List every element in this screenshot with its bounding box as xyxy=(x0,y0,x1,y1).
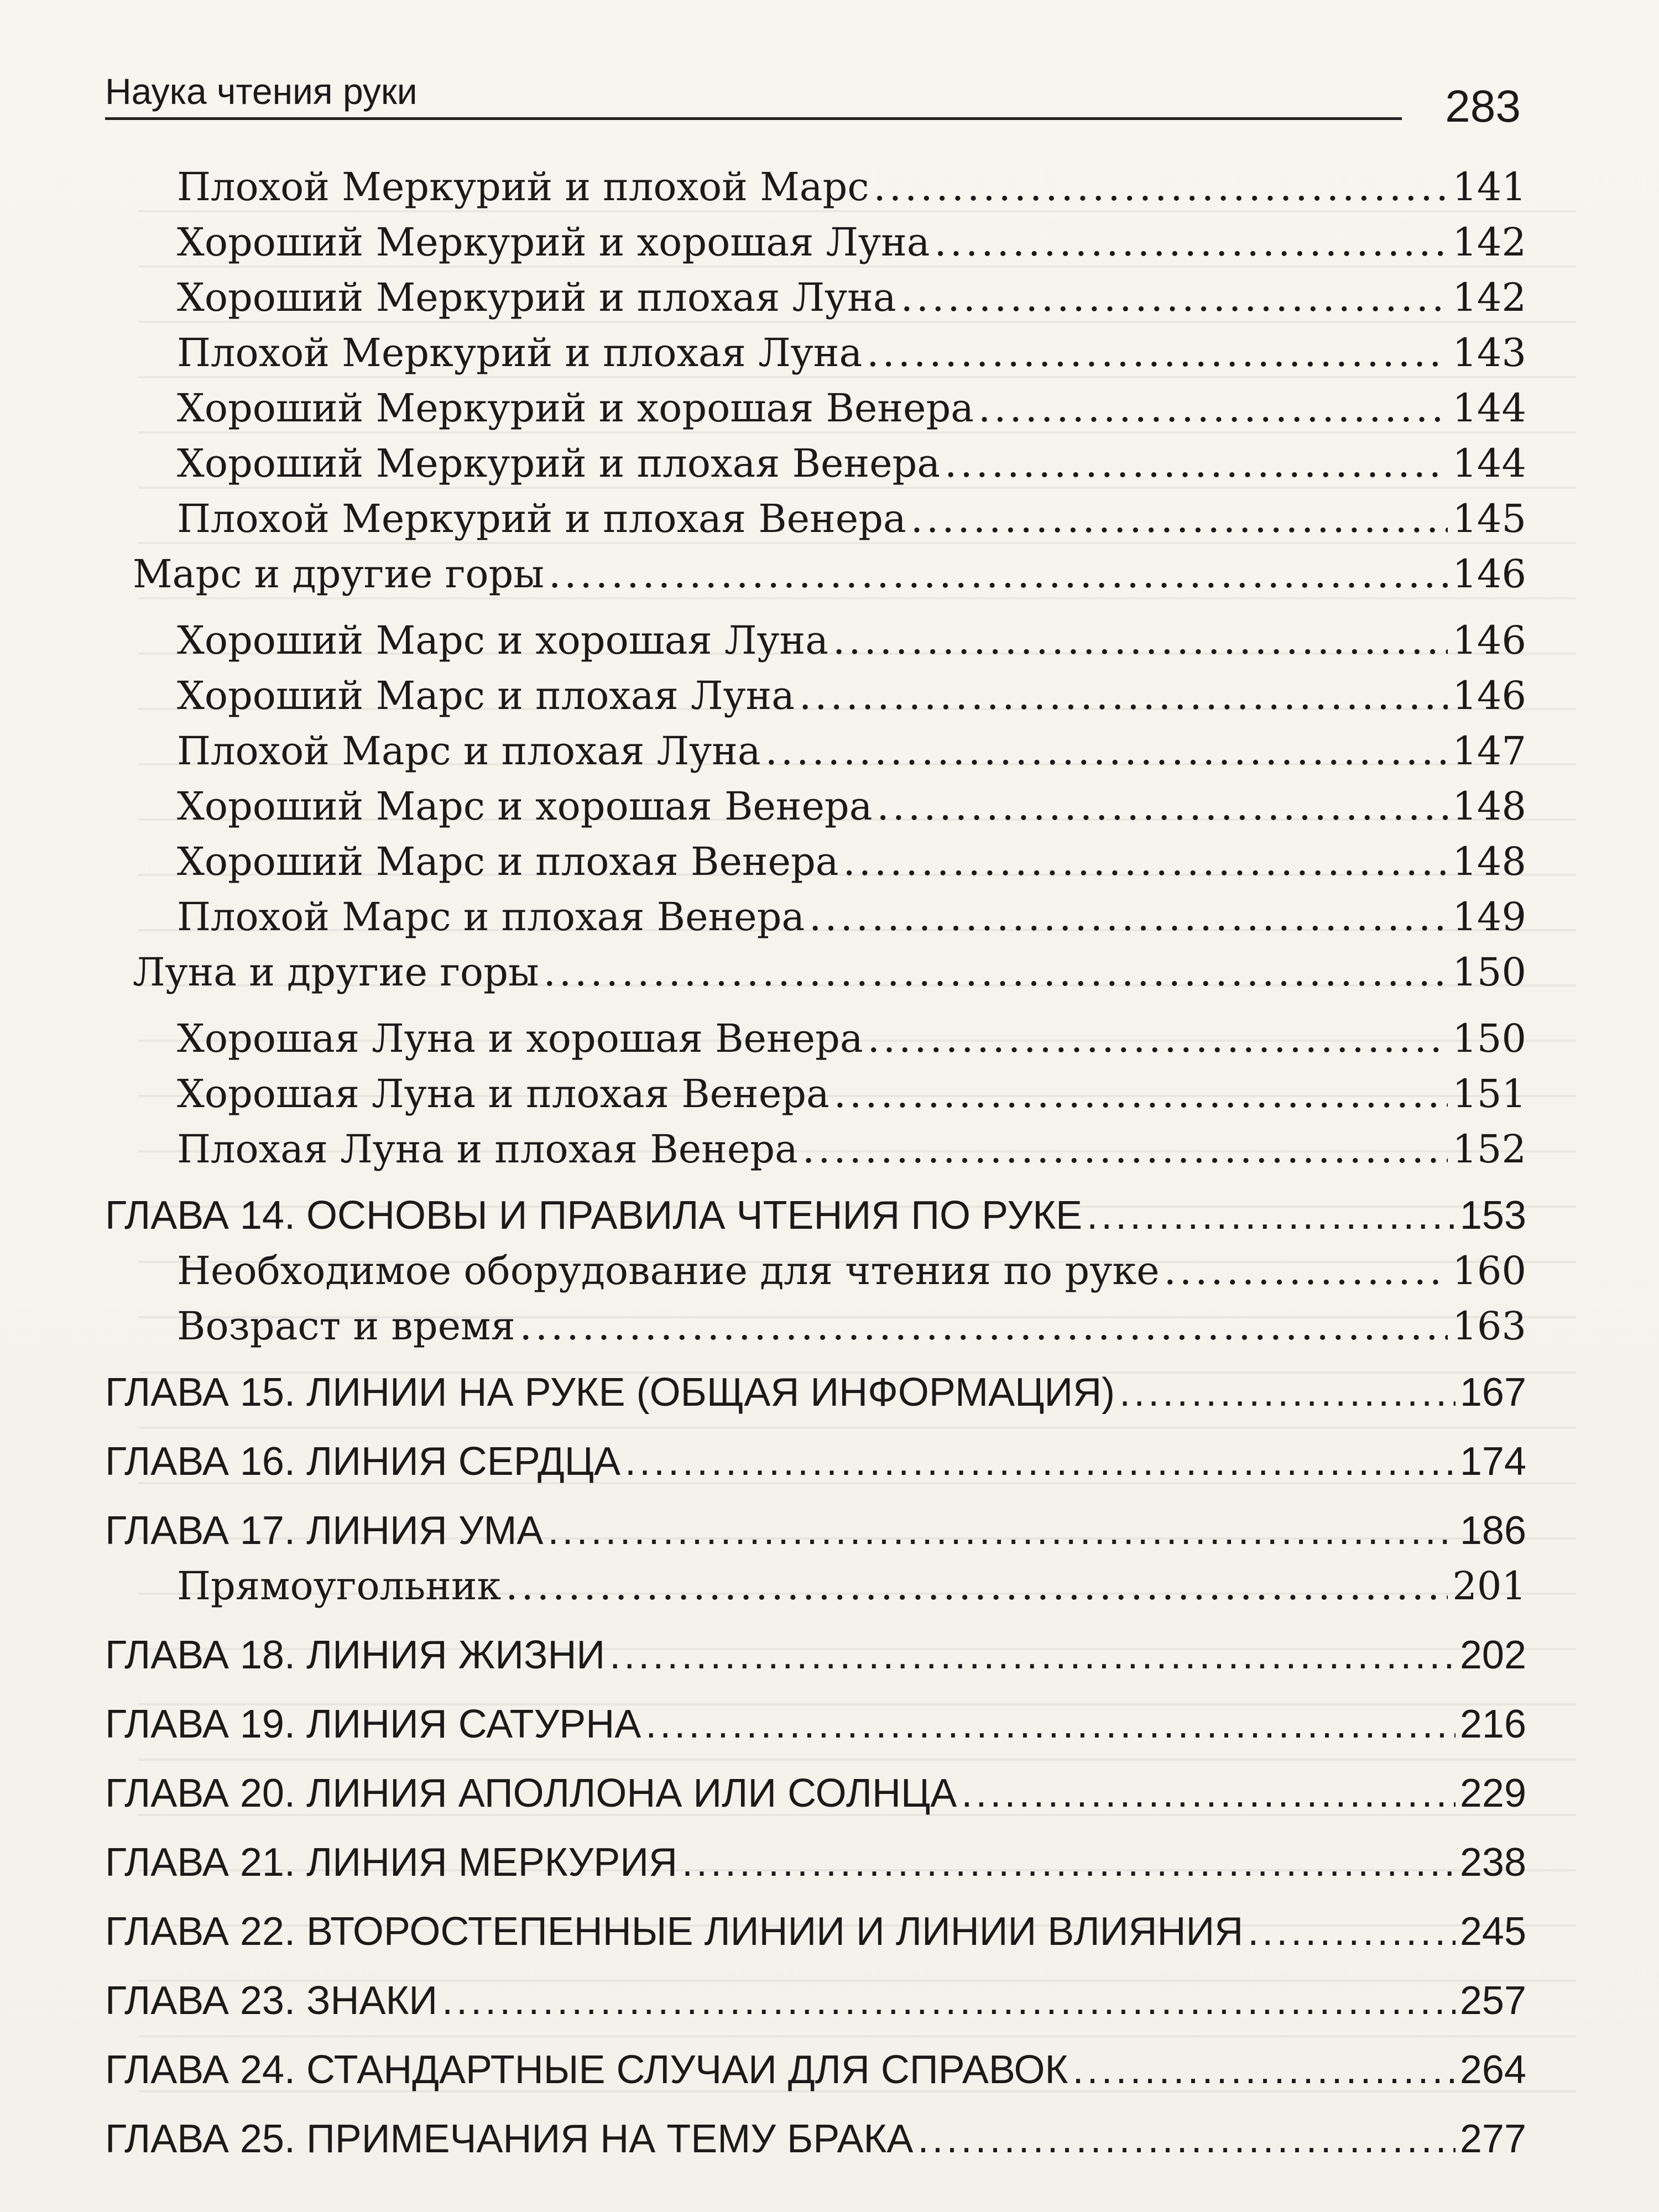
toc-chapter xyxy=(105,2112,1526,2166)
toc-entry-page: 160 xyxy=(1452,1248,1526,1293)
toc-entry-page: 141 xyxy=(1452,164,1526,210)
toc-entry xyxy=(177,1559,1526,1613)
toc-chapter-title: ГЛАВА 21. ЛИНИЯ МЕРКУРИЯ xyxy=(105,1840,677,1885)
toc-entry xyxy=(133,946,1526,999)
leader-dots xyxy=(802,1123,1448,1176)
toc-entry-title: Хороший Марс и плохая Луна xyxy=(177,673,795,718)
toc-entry-title: Хороший Марс и хорошая Луна xyxy=(177,618,828,663)
leader-dots xyxy=(874,160,1448,213)
toc-entry xyxy=(177,492,1526,545)
toc-entry-title: Хорошая Луна и хорошая Венера xyxy=(177,1016,863,1061)
toc-entry xyxy=(177,382,1526,435)
leader-dots xyxy=(834,1067,1448,1120)
toc-entry-page: 146 xyxy=(1452,618,1526,663)
toc-chapter xyxy=(105,1974,1526,2027)
toc-entry-page: 257 xyxy=(1459,1979,1526,2023)
toc-chapter xyxy=(105,1189,1526,1242)
toc-entry-page: 264 xyxy=(1459,2048,1526,2092)
leader-dots xyxy=(765,724,1448,778)
toc-chapter-title: ГЛАВА 19. ЛИНИЯ САТУРНА xyxy=(105,1702,641,1746)
toc-entry xyxy=(177,724,1526,778)
leader-dots xyxy=(609,1629,1455,1682)
toc-entry-page: 148 xyxy=(1452,784,1526,829)
toc-entry-page: 167 xyxy=(1459,1370,1526,1415)
toc-entry xyxy=(177,1244,1526,1297)
toc-chapter-title: ГЛАВА 25. ПРИМЕЧАНИЯ НА ТЕМУ БРАКА xyxy=(105,2117,914,2161)
leader-dots xyxy=(1248,1905,1455,1958)
toc-entry-page: 238 xyxy=(1459,1840,1526,1885)
toc-entry-title: Хорошая Луна и плохая Венера xyxy=(177,1071,830,1117)
toc-chapter-title: ГЛАВА 18. ЛИНИЯ ЖИЗНИ xyxy=(105,1633,606,1677)
leader-dots xyxy=(682,1836,1455,1889)
toc-chapter xyxy=(105,1836,1526,1889)
toc-entry-page: 202 xyxy=(1459,1633,1526,1677)
toc-entry-title: Плохой Марс и плохая Луна xyxy=(177,728,761,774)
toc-entry xyxy=(177,437,1526,490)
page-number: 283 xyxy=(1445,81,1521,132)
toc-entry-page: 144 xyxy=(1452,385,1526,431)
leader-dots xyxy=(1119,1366,1455,1419)
toc-entry-page: 146 xyxy=(1452,551,1526,597)
toc-entry-page: 151 xyxy=(1452,1071,1526,1117)
toc-entry-page: 150 xyxy=(1452,950,1526,995)
leader-dots xyxy=(799,669,1448,722)
toc-entry-title: Плохой Марс и плохая Венера xyxy=(177,894,805,940)
leader-dots xyxy=(901,271,1448,324)
toc-chapter xyxy=(105,1435,1526,1488)
toc-entry xyxy=(177,1300,1526,1353)
toc-entry-title: Плохой Меркурий и плохая Луна xyxy=(177,330,863,375)
toc-entry-page: 142 xyxy=(1452,220,1526,265)
leader-dots xyxy=(867,326,1448,379)
leader-dots xyxy=(549,547,1448,601)
leader-dots xyxy=(547,1504,1455,1557)
toc-entry xyxy=(177,669,1526,722)
toc-entry-page: 152 xyxy=(1452,1126,1526,1172)
toc-entry xyxy=(177,1067,1526,1120)
toc-entry-title: Хороший Меркурий и хорошая Луна xyxy=(177,220,930,265)
toc-entry-page: 277 xyxy=(1459,2117,1526,2161)
leader-dots xyxy=(911,492,1448,545)
toc-entry-title: Возраст и время xyxy=(177,1303,515,1349)
toc-entry-page: 229 xyxy=(1459,1771,1526,1815)
leader-dots xyxy=(868,1012,1448,1065)
toc-entry-title: Хороший Марс и хорошая Венера xyxy=(177,784,873,829)
toc-chapter xyxy=(105,2043,1526,2096)
toc-chapter-title: ГЛАВА 23. ЗНАКИ xyxy=(105,1979,438,2023)
toc-entry xyxy=(177,271,1526,324)
leader-dots xyxy=(625,1435,1455,1488)
toc-entry-page: 148 xyxy=(1452,839,1526,884)
toc-chapter xyxy=(105,1698,1526,1751)
toc-chapter-title: ГЛАВА 17. ЛИНИЯ УМА xyxy=(105,1509,544,1553)
toc-entry-page: 216 xyxy=(1459,1702,1526,1746)
toc-entry xyxy=(177,326,1526,379)
toc-chapter-title: ГЛАВА 24. СТАНДАРТНЫЕ СЛУЧАИ ДЛЯ СПРАВОК xyxy=(105,2048,1068,2092)
toc-entry-page: 146 xyxy=(1452,673,1526,718)
running-title: Наука чтения руки xyxy=(105,71,418,112)
leader-dots xyxy=(442,1974,1455,2027)
toc-entry-title: Плохая Луна и плохая Венера xyxy=(177,1126,798,1172)
toc-entry-title: Хороший Марс и плохая Венера xyxy=(177,839,839,884)
toc-entry xyxy=(177,780,1526,833)
toc-entry-title: Хороший Меркурий и плохая Венера xyxy=(177,441,941,486)
toc-chapter-title: ГЛАВА 20. ЛИНИЯ АПОЛЛОНА ИЛИ СОЛНЦА xyxy=(105,1771,957,1815)
toc-entry-page: 142 xyxy=(1452,275,1526,320)
toc-chapter-title: ГЛАВА 22. ВТОРОСТЕПЕННЫЕ ЛИНИИ И ЛИНИИ ВЛИЯНИЯ xyxy=(105,1910,1244,1954)
leader-dots xyxy=(1072,2043,1455,2096)
toc-chapter xyxy=(105,1905,1526,1958)
toc-entry-page: 143 xyxy=(1452,330,1526,375)
toc-entry-page: 150 xyxy=(1452,1016,1526,1061)
toc-entry-page: 153 xyxy=(1459,1193,1526,1238)
toc-entry-page: 245 xyxy=(1459,1910,1526,1954)
toc-entry xyxy=(177,835,1526,888)
toc-chapter xyxy=(105,1366,1526,1419)
toc-entry xyxy=(133,547,1526,601)
toc-entry-page: 145 xyxy=(1452,496,1526,541)
leader-dots xyxy=(505,1559,1448,1613)
toc-entry-title: Луна и другие горы xyxy=(133,950,539,995)
toc-entry-page: 144 xyxy=(1452,441,1526,486)
leader-dots xyxy=(544,946,1448,999)
toc-entry-page: 186 xyxy=(1459,1509,1526,1553)
leader-dots xyxy=(833,614,1448,667)
leader-dots xyxy=(1164,1244,1448,1297)
toc-entry-page: 174 xyxy=(1459,1439,1526,1484)
leader-dots xyxy=(961,1767,1455,1820)
toc-entry xyxy=(177,890,1526,943)
leader-dots xyxy=(945,437,1448,490)
toc-entry-title: Хороший Меркурий и плохая Луна xyxy=(177,275,896,320)
leader-dots xyxy=(1087,1189,1455,1242)
toc-chapter-title: ГЛАВА 14. ОСНОВЫ И ПРАВИЛА ЧТЕНИЯ ПО РУКЕ xyxy=(105,1193,1083,1238)
toc-entry-title: Плохой Меркурий и плохая Венера xyxy=(177,496,906,541)
leader-dots xyxy=(978,382,1448,435)
leader-dots xyxy=(520,1300,1448,1353)
toc-entry xyxy=(177,614,1526,667)
toc-entry-page: 201 xyxy=(1452,1563,1526,1609)
toc-entry-title: Хороший Меркурий и хорошая Венера xyxy=(177,385,974,431)
toc-chapter xyxy=(105,1767,1526,1820)
leader-dots xyxy=(877,780,1448,833)
toc-entry xyxy=(177,1012,1526,1065)
toc-chapter-title: ГЛАВА 15. ЛИНИИ НА РУКЕ (ОБЩАЯ ИНФОРМАЦИЯ) xyxy=(105,1370,1115,1415)
toc-entry-title: Плохой Меркурий и плохой Марс xyxy=(177,164,869,210)
toc-entry-title: Прямоугольник xyxy=(177,1563,502,1609)
toc-chapter xyxy=(105,1629,1526,1682)
toc-chapter-title: ГЛАВА 16. ЛИНИЯ СЕРДЦА xyxy=(105,1439,620,1484)
leader-dots xyxy=(934,216,1448,269)
toc-entry-page: 163 xyxy=(1452,1303,1526,1349)
toc-chapter xyxy=(105,1504,1526,1557)
toc-entry xyxy=(177,1123,1526,1176)
toc-entry xyxy=(177,160,1526,213)
toc-entry-page: 149 xyxy=(1452,894,1526,940)
toc-entry-title: Необходимое оборудование для чтения по руке xyxy=(177,1248,1160,1293)
leader-dots xyxy=(843,835,1448,888)
leader-dots xyxy=(917,2112,1455,2166)
toc-entry xyxy=(177,216,1526,269)
toc-entry-title: Марс и другие горы xyxy=(133,551,545,597)
toc-entry-page: 147 xyxy=(1452,728,1526,774)
leader-dots xyxy=(645,1698,1455,1751)
leader-dots xyxy=(809,890,1448,943)
